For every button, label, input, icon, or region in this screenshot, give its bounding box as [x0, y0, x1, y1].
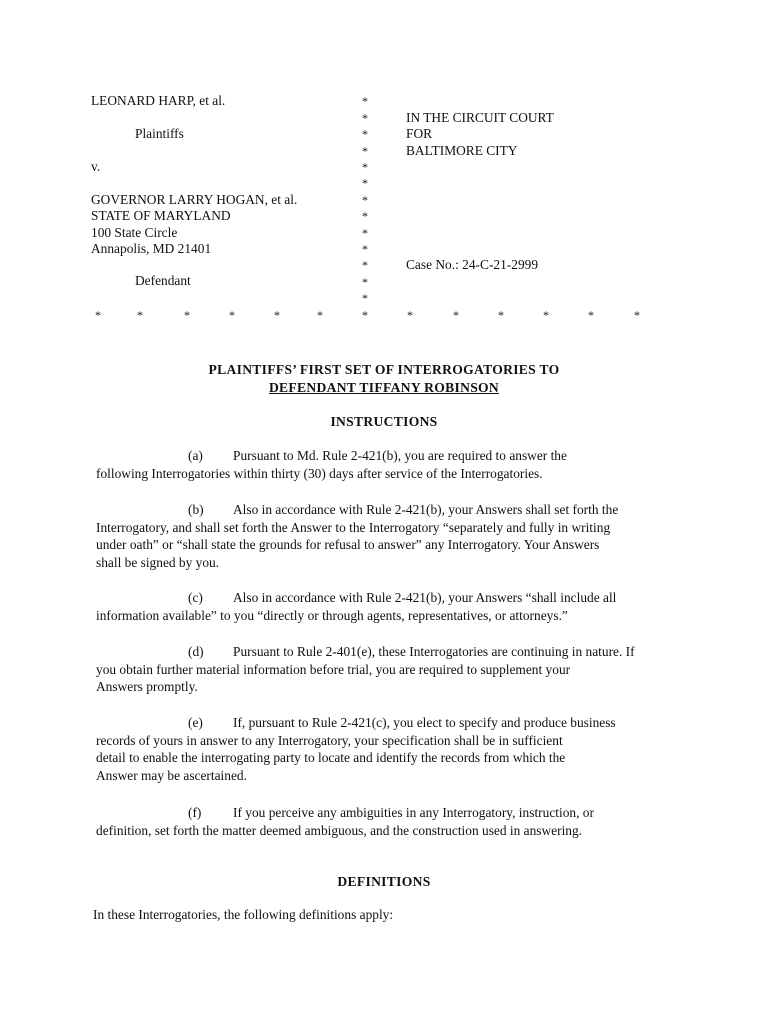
caption-separator-star: * [362, 209, 368, 223]
caption-separator-star: * [407, 308, 413, 322]
instruction-line: records of yours in answer to any Interrogatory, your specification shall be in sufficient [96, 732, 563, 748]
caption-separator-star: * [453, 308, 459, 322]
instruction-line [96, 501, 676, 519]
caption-separator-star: * [362, 176, 368, 190]
document-title-defendant [0, 380, 768, 396]
instruction-line [96, 643, 676, 661]
instruction-text: If you perceive any ambiguities in any Interrogatory, instruction, or [233, 805, 594, 820]
instruction-line: information available” to you “directly or through agents, representatives, or attorneys.” [96, 607, 568, 623]
caption-separator-star: * [362, 160, 368, 174]
instruction-paragraph [96, 447, 676, 482]
instructions-heading: INSTRUCTIONS [330, 414, 438, 429]
caption-separator-star: * [317, 308, 323, 322]
caption-separator-star: * [362, 193, 368, 207]
caption-separator-star: * [137, 308, 143, 322]
instruction-line [96, 589, 676, 607]
instruction-label: (e) [188, 715, 203, 730]
instruction-line [96, 804, 676, 822]
caption-separator-star: * [362, 127, 368, 141]
instruction-paragraph [96, 714, 676, 785]
instruction-line: detail to enable the interrogating party to locate and identify the records from which the [96, 750, 566, 766]
versus-label: v. [91, 159, 101, 174]
instruction-line: you obtain further material information before trial, you are required to supplement your [96, 661, 571, 677]
caption-separator-star: * [498, 308, 504, 322]
caption-separator-star: * [362, 111, 368, 125]
instruction-line: under oath” or “shall state the grounds for refusal to answer” any Interrogatory. Your Answers [96, 537, 600, 553]
court-location: BALTIMORE CITY [406, 143, 518, 158]
document-title: PLAINTIFFS’ FIRST SET OF INTERROGATORIES TO [208, 362, 560, 377]
defendant-name: GOVERNOR LARRY HOGAN, et al. [91, 192, 298, 207]
caption-separator-star: * [274, 308, 280, 322]
court-name: IN THE CIRCUIT COURT [406, 110, 554, 125]
caption-separator-star: * [362, 258, 368, 272]
caption-separator-star: * [634, 308, 640, 322]
defendant-address-city: Annapolis, MD 21401 [91, 241, 212, 256]
caption-separator-star: * [543, 308, 549, 322]
caption-separator-star: * [362, 94, 368, 108]
instruction-line: definition, set forth the matter deemed ambiguous, and the construction used in answering. [96, 822, 583, 838]
instruction-text: If, pursuant to Rule 2-421(c), you elect to specify and produce business [233, 715, 616, 730]
instruction-label: (c) [188, 590, 203, 605]
instruction-line: Answer may be ascertained. [96, 768, 247, 784]
definitions-intro: In these Interrogatories, the following definitions apply: [93, 907, 394, 922]
court-for: FOR [406, 126, 433, 141]
instruction-line: following Interrogatories within thirty (30) days after service of the Interrogatories. [96, 465, 543, 481]
instruction-text: Pursuant to Md. Rule 2-421(b), you are required to answer the [233, 448, 567, 463]
instruction-line: Answers promptly. [96, 679, 198, 695]
instruction-text: Also in accordance with Rule 2-421(b), your Answers “shall include all [233, 590, 617, 605]
instruction-text: Also in accordance with Rule 2-421(b), your Answers shall set forth the [233, 502, 619, 517]
instruction-text: Pursuant to Rule 2-401(e), these Interrogatories are continuing in nature. If [233, 644, 635, 659]
instruction-line: Interrogatory, and shall set forth the Answer to the Interrogatory “separately and fully in writing [96, 519, 611, 535]
caption-separator-star: * [95, 308, 101, 322]
instruction-paragraph [96, 589, 676, 624]
instruction-line: shall be signed by you. [96, 555, 220, 571]
instruction-label: (d) [188, 644, 204, 659]
instruction-paragraph [96, 501, 676, 572]
instruction-line [96, 714, 676, 732]
instruction-label: (b) [188, 502, 204, 517]
instruction-label: (f) [188, 805, 202, 820]
caption-separator-star: * [362, 226, 368, 240]
caption-separator-star: * [362, 242, 368, 256]
caption-separator-star: * [588, 308, 594, 322]
document-title-defendant-text: DEFENDANT TIFFANY ROBINSON [268, 380, 500, 395]
case-number: Case No.: 24-C-21-2999 [406, 257, 539, 272]
instruction-paragraph [96, 804, 676, 839]
instruction-line [96, 447, 676, 465]
plaintiff-name: LEONARD HARP, et al. [91, 93, 226, 108]
caption-separator-star: * [184, 308, 190, 322]
defendant-address-street: 100 State Circle [91, 225, 178, 240]
defendant-state: STATE OF MARYLAND [91, 208, 231, 223]
caption-separator-star: * [362, 144, 368, 158]
caption-separator-star: * [229, 308, 235, 322]
caption-separator-star: * [362, 291, 368, 305]
plaintiffs-label: Plaintiffs [135, 126, 184, 141]
instruction-label: (a) [188, 448, 203, 463]
defendant-label: Defendant [135, 273, 191, 288]
definitions-heading: DEFINITIONS [337, 874, 431, 889]
instruction-paragraph [96, 643, 676, 696]
caption-separator-star: * [362, 275, 368, 289]
caption-separator-star: * [362, 308, 368, 322]
